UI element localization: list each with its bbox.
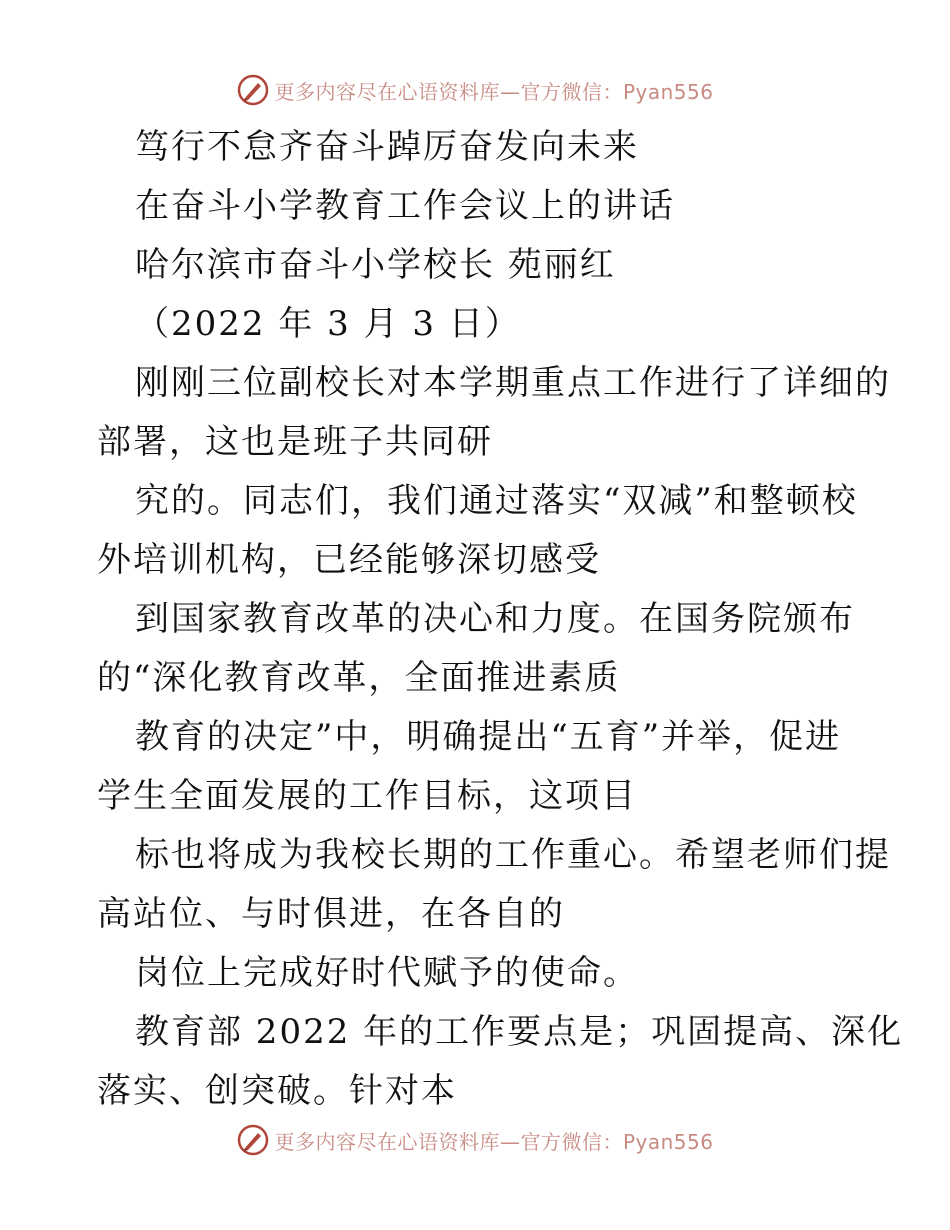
document-subtitle: 在奋斗小学教育工作会议上的讲话 [135,186,675,226]
paragraph-line: 的“深化教育改革，全面推进素质 [97,658,621,698]
pen-in-circle-icon [236,73,270,107]
paragraph-line: 外培训机构，已经能够深切感受 [97,540,601,580]
paragraph-line: 到国家教育改革的决心和力度。在国务院颁布 [135,599,855,639]
pen-in-circle-icon [236,1123,270,1157]
document-date: （2022 年 3 月 3 日） [135,304,521,344]
watermark-text: 更多内容尽在心语资料库—官方微信：Pyan556 [274,79,714,104]
paragraph-line: 落实、创突破。针对本 [97,1071,457,1111]
paragraph-line: 教育部 2022 年的工作要点是；巩固提高、深化 [135,1012,904,1052]
paragraph-line: 岗位上完成好时代赋予的使命。 [135,953,639,993]
paragraph-line: 部署，这也是班子共同研 [97,422,493,462]
paragraph-line: 教育的决定”中，明确提出“五育”并举，促进 [135,717,842,757]
paragraph-line: 刚刚三位副校长对本学期重点工作进行了详细的 [135,363,891,403]
paragraph-line: 高站位、与时俱进，在各自的 [97,894,565,934]
paragraph-line: 标也将成为我校长期的工作重心。希望老师们提 [135,835,891,875]
watermark-bottom [0,1120,950,1160]
paragraph-line: 究的。同志们，我们通过落实“双减”和整顿校 [135,481,858,521]
document-title: 笃行不怠齐奋斗踔厉奋发向未来 [135,127,639,167]
document-body [97,118,904,1121]
watermark-text: 更多内容尽在心语资料库—官方微信：Pyan556 [274,1129,714,1154]
document-author: 哈尔滨市奋斗小学校长 苑丽红 [135,245,616,285]
watermark-top [0,70,950,110]
paragraph-line: 学生全面发展的工作目标，这项目 [97,776,637,816]
